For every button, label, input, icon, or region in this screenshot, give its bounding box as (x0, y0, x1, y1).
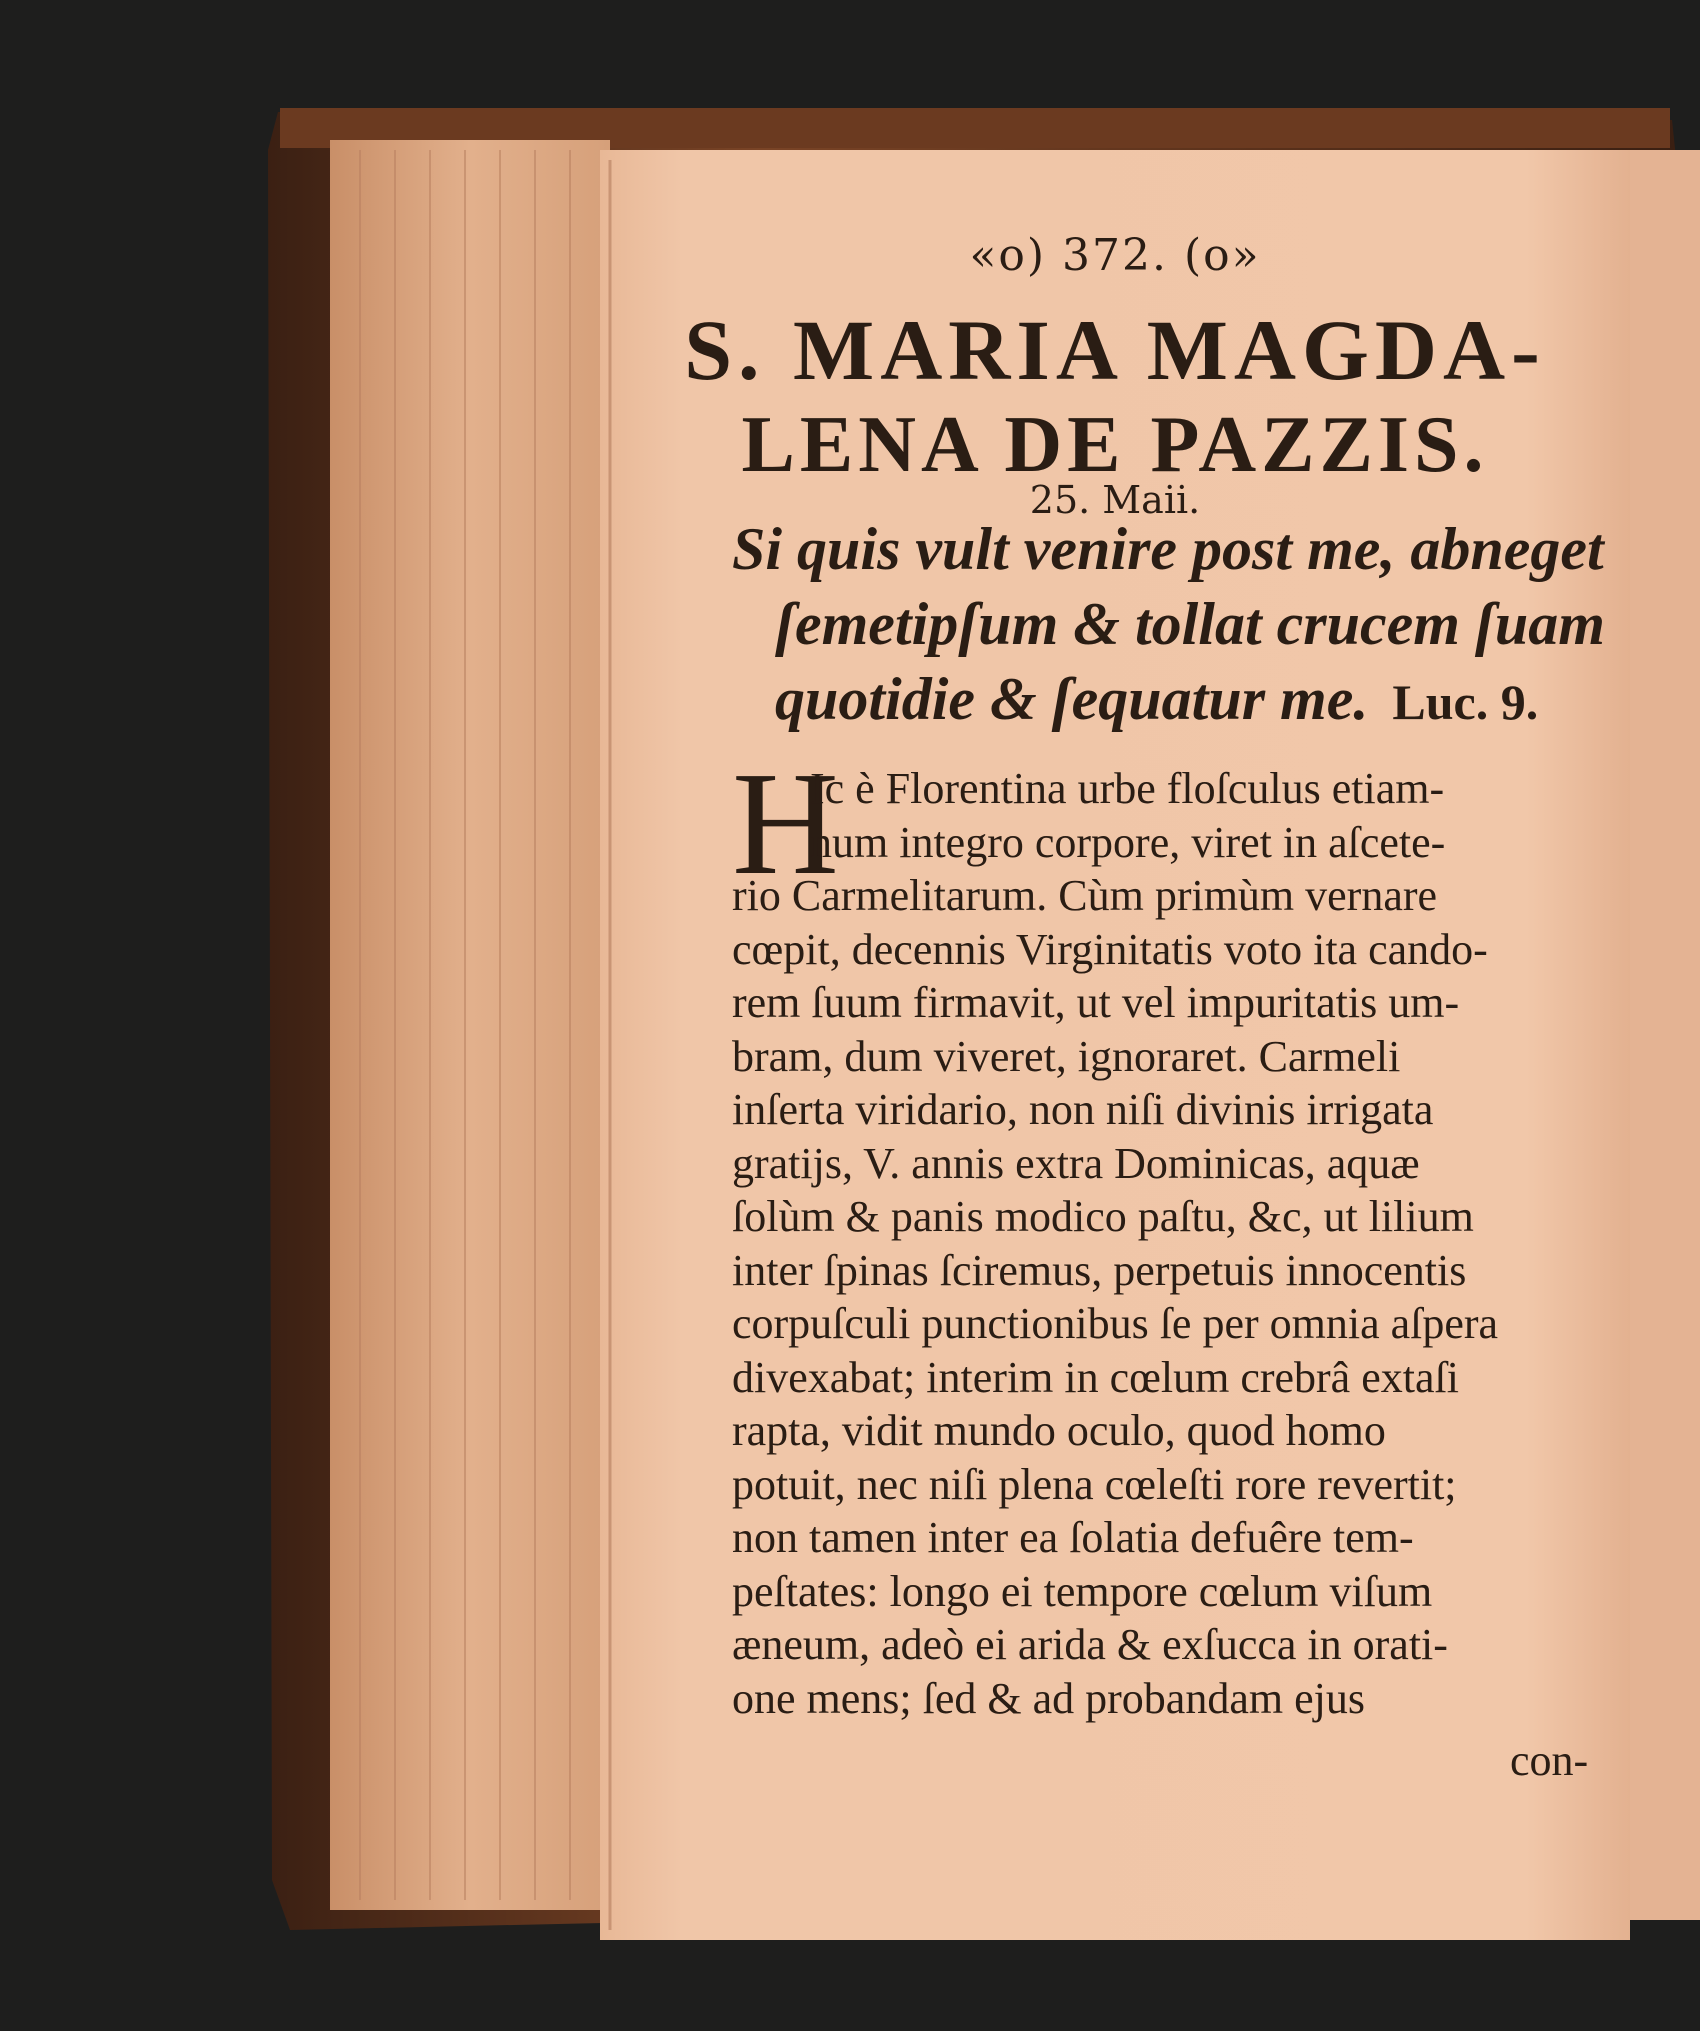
body-line: rapta, vidit mundo oculo, quod homo (732, 1406, 1386, 1455)
body-line: ſolùm & panis modico paſtu, &c, ut lilium (732, 1192, 1474, 1241)
body-line: potuit, nec niſi plena cœleſti rore revertit; (732, 1459, 1457, 1509)
body-line: rio Carmelitarum. Cùm primùm vernare (732, 871, 1438, 920)
body-line: rem ſuum firmavit, ut vel impuritatis um- (732, 978, 1460, 1027)
body-line: inſerta viridario, non niſi divinis irrigata (732, 1085, 1434, 1134)
verse-line-1: Si quis vult venire post me, abneget (732, 516, 1604, 582)
drop-cap: H (732, 742, 839, 906)
body-line: non tamen inter ea ſolatia defuêre tem- (732, 1513, 1414, 1562)
verse-line-3-wrapper (775, 665, 1538, 734)
verse-line-2: ſemetipſum & tollat crucem ſuam (775, 591, 1605, 657)
body-line: inter ſpinas ſciremus, perpetuis innocentis (732, 1245, 1467, 1295)
body-line: gratijs, V. annis extra Dominicas, aquæ (732, 1138, 1420, 1188)
catchword: con- (1510, 1736, 1589, 1785)
verse-reference: Luc. 9. (1392, 674, 1539, 730)
page (600, 150, 1630, 1940)
title-line-2: LENA DE PAZZIS. (741, 401, 1489, 489)
body-line: one mens; ſed & ad probandam ejus (732, 1673, 1365, 1723)
page-edges (330, 140, 610, 1910)
body-line: peſtates: longo ei tempore cœlum viſum (732, 1566, 1433, 1616)
body-line: bram, dum viveret, ignoraret. Carmeli (732, 1031, 1401, 1081)
body-line: corpuſculi punctionibus ſe per omnia aſpera (732, 1299, 1499, 1348)
body-line: Ic è Florentina urbe floſculus etiam- (810, 764, 1445, 813)
body-line: æneum, adeò ei arida & exſucca in orati- (732, 1620, 1448, 1669)
body-line: divexabat; interim in cœlum crebrâ extaſi (732, 1352, 1459, 1402)
facing-page (1625, 150, 1700, 1920)
body-line: cœpit, decennis Virginitatis voto ita cando- (732, 924, 1488, 974)
running-head: «o) 372. (o» (969, 230, 1261, 281)
verse-line-3: quotidie & ſequatur me. (775, 666, 1369, 732)
title-line-1: S. MARIA MAGDA- (684, 302, 1546, 398)
body-line: num integro corpore, viret in aſcete- (810, 817, 1446, 867)
feast-date: 25. Maii. (1029, 478, 1201, 522)
